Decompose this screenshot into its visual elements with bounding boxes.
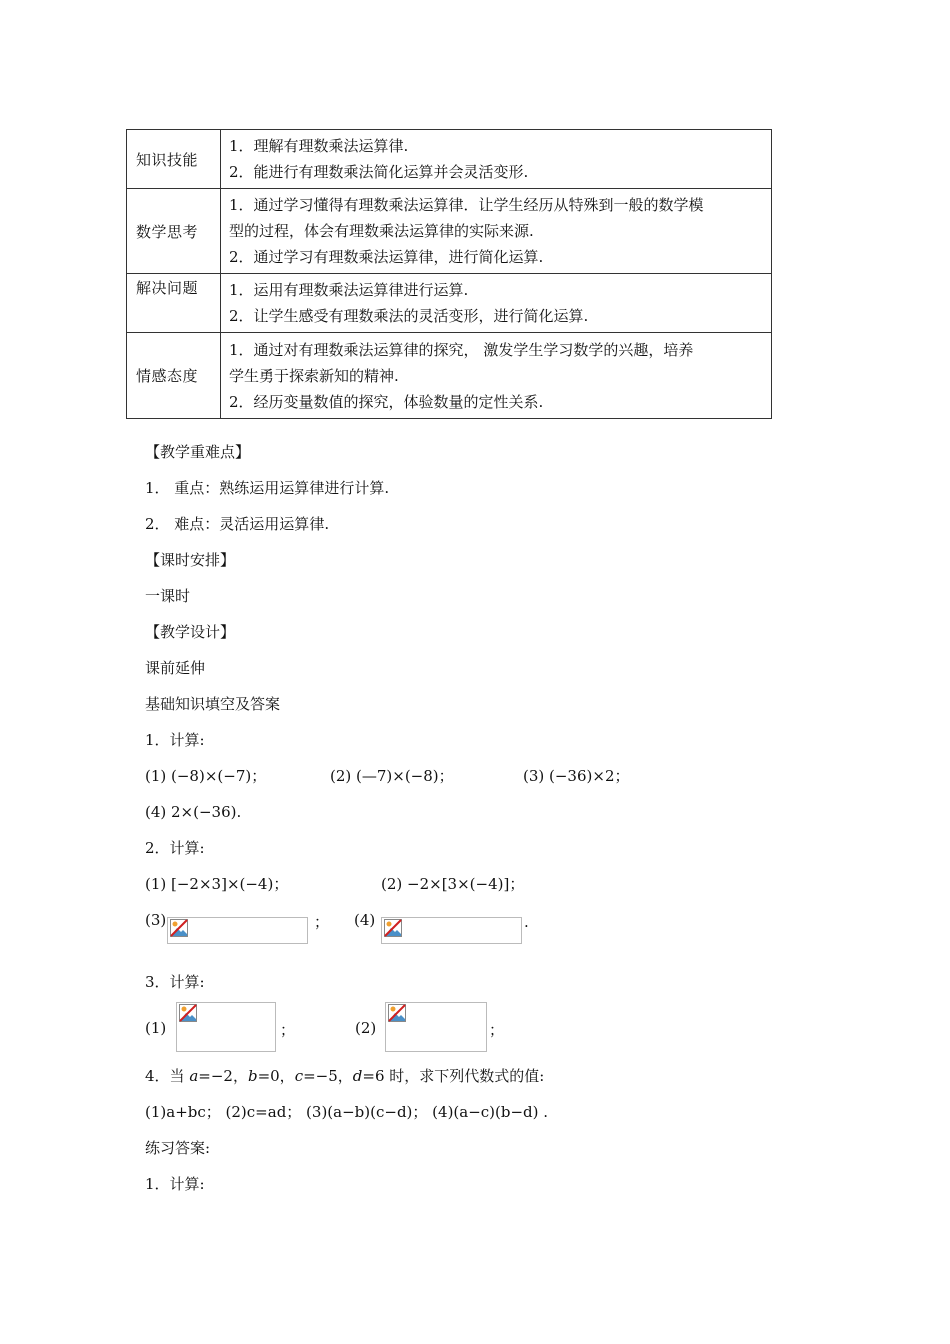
var-a: a xyxy=(189,1067,199,1085)
q3-title: 3．计算: xyxy=(145,973,205,991)
content-line: 2．让学生感受有理数乘法的灵活变形，进行简化运算. xyxy=(229,307,589,325)
d-value-and-question: =6 时，求下列代数式的值: xyxy=(362,1067,545,1085)
row-label: 知识技能 xyxy=(127,130,221,189)
q3-item-1-label: (1) xyxy=(145,1019,167,1037)
content-line: 学生勇于探索新知的精神. xyxy=(229,366,399,385)
row-content xyxy=(221,130,772,189)
q1-title: 1．计算: xyxy=(145,731,205,749)
broken-image-icon xyxy=(170,919,188,937)
var-b: b xyxy=(247,1067,258,1085)
broken-image-icon xyxy=(388,1004,406,1022)
content-line: 2．通过学习有理数乘法运算律，进行简化运算. xyxy=(229,248,544,266)
row-content xyxy=(221,274,772,333)
c-value: =−5， xyxy=(303,1067,353,1085)
row-label: 情感态度 xyxy=(127,333,221,419)
q2-item-2: (2) −2×[3×(−4)]； xyxy=(381,875,525,893)
schedule-value: 一课时 xyxy=(145,587,191,605)
schedule-heading: 【课时安排】 xyxy=(145,551,236,569)
var-d: d xyxy=(352,1067,363,1085)
q1-item-1: (1) (−8)×(−7)； xyxy=(145,767,267,785)
row-content xyxy=(221,189,772,274)
row-label: 解决问题 xyxy=(127,274,221,333)
content-line: 2．经历变量数值的探究，体验数量的定性关系. xyxy=(229,392,544,411)
content-line: 型的过程，体会有理数乘法运算律的实际来源. xyxy=(229,222,534,240)
answers-q1-title: 1．计算: xyxy=(145,1175,205,1193)
q3-item-1-image xyxy=(176,1002,276,1052)
q3-item-1-separator: ； xyxy=(280,1021,296,1039)
q3-item-2-separator: ； xyxy=(489,1021,505,1039)
q4-title xyxy=(145,1066,544,1086)
teaching-goals-table xyxy=(126,129,772,419)
key-points-heading: 【教学重难点】 xyxy=(145,443,251,461)
row-content xyxy=(221,333,772,419)
q4-prefix: 4．当 xyxy=(145,1067,190,1085)
a-value: =−2， xyxy=(198,1067,248,1085)
design-heading: 【教学设计】 xyxy=(145,623,236,641)
var-c: c xyxy=(294,1067,304,1085)
q1-item-2: (2) (—7)×(−8)； xyxy=(330,767,454,785)
table-row xyxy=(127,189,772,274)
q1-item-4: (4) 2×(−36). xyxy=(145,803,242,821)
q2-item-3-label: (3) xyxy=(145,911,167,929)
content-line: 1．运用有理数乘法运算律进行运算. xyxy=(229,281,469,299)
row-label: 数学思考 xyxy=(127,189,221,274)
q2-item-3-separator: ； xyxy=(314,913,330,931)
q3-item-2-image xyxy=(385,1002,487,1052)
content-line: 1．通过学习懂得有理数乘法运算律．让学生经历从特殊到一般的数学模 xyxy=(229,196,704,214)
q1-item-3: (3) (−36)×2； xyxy=(523,767,630,785)
broken-image-icon xyxy=(179,1004,197,1022)
q3-item-2-label: (2) xyxy=(355,1019,377,1037)
content-line: 1．通过对有理数乘法运算律的探究， 激发学生学习数学的兴趣，培养 xyxy=(229,340,694,359)
b-value: =0， xyxy=(257,1067,295,1085)
q2-title: 2．计算: xyxy=(145,839,205,857)
key-point-1: 1． 重点：熟练运用运算律进行计算. xyxy=(145,479,390,497)
broken-image-icon xyxy=(384,919,402,937)
q2-item-4-label: (4) xyxy=(354,911,376,929)
basic-fill-title: 基础知识填空及答案 xyxy=(145,695,281,713)
key-point-2: 2． 难点：灵活运用运算律. xyxy=(145,515,330,533)
table-row xyxy=(127,130,772,189)
q4-items: (1)a+bc； (2)c=ad； (3)(a−b)(c−d)； (4)(a−c)(b−d) . xyxy=(145,1103,549,1121)
table-row xyxy=(127,333,772,419)
pre-class-extension: 课前延伸 xyxy=(145,659,206,677)
answers-title: 练习答案: xyxy=(145,1139,211,1157)
q2-item-4-image xyxy=(381,917,522,944)
content-line: 2．能进行有理数乘法简化运算并会灵活变形. xyxy=(229,163,529,181)
q2-item-3-image xyxy=(167,917,308,944)
q2-item-4-separator: . xyxy=(524,913,529,931)
content-line: 1．理解有理数乘法运算律. xyxy=(229,137,409,155)
table-row xyxy=(127,274,772,333)
q2-item-1: (1) [−2×3]×(−4)； xyxy=(145,875,289,893)
